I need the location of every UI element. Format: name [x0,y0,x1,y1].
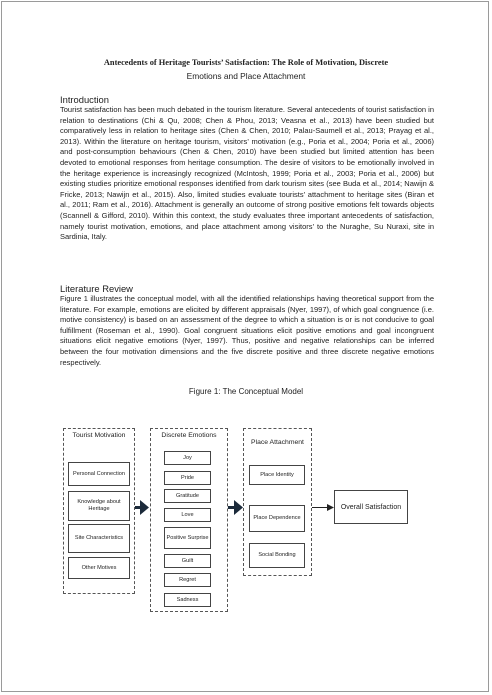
emotion-item-positive-surprise: Positive Surprise [164,527,211,549]
motivation-item-knowledge-about-heritage: Knowledge about Heritage [68,491,130,521]
attachment-item-social-bonding: Social Bonding [249,543,305,568]
emotion-item-joy: Joy [164,451,211,465]
emotion-item-sadness: Sadness [164,593,211,607]
overall-satisfaction-box: Overall Satisfaction [334,490,408,524]
paper-title-line1: Antecedents of Heritage Tourists’ Satisfaction: The Role of Motivation, Discrete [103,58,389,67]
arrow-attachment-to-satisfaction [312,504,334,511]
paper-title-line2: Emotions and Place Attachment [186,71,306,81]
motivation-item-personal-connection: Personal Connection [68,462,130,486]
motivation-item-other-motives: Other Motives [68,557,130,579]
emotion-item-love: Love [164,508,211,522]
introduction-paragraph: Tourist satisfaction has been much debated in the tourism literature. Several antecedents of tourist satisfaction in relation to destinations (Chi & Qu, 2008; Chen & Phou, 2013; Veasna et al., 2013) have been studied but comparatively less in relation to heritage sites (Chen & Chen, 2010; Palau-Saumell et al., 2013; Prayag et al., 2013). Within the literature on heritage tourism, visitors’ motivation (e.g., Poria et al., 2004; Poria et al., 2006) and post-consumption behaviours (Chen & Chen, 2010) have been studied but limited attention has been devoted to emotional responses from heritage consumption. The desire of visitors to be emotionally involved in the heritage experience is increasingly recognized (McIntosh, 1999; Poria et al., 2003; Poria et al., 2006) but existing studies prioritize emotional responses identified from dark tourism sites (see Buda et al., 2014; Nawijn & Fricke, 2013; Nawijn et al., 2015). Also, limited studies evaluate tourists’ attachment to heritage sites (Biran et al., 2011; Ram et al., 2016). Attachment is generally an outcome of strong positive emotions felt towards objects (Scannell & Gifford, 2010). Within this context, the study evaluates three important antecedents of satisfaction, namely tourist motivation, emotions, and place attachment among visitors’ to the Nuraghe, Su Nuraxi, site in Sardinia, Italy. [60,105,434,242]
figure-caption: Figure 1: The Conceptual Model [188,387,304,396]
section-heading-literature-review: Literature Review [60,283,133,294]
tourist-motivation-title: Tourist Motivation [72,432,126,439]
emotion-item-regret: Regret [164,573,211,587]
attachment-item-place-identity: Place Identity [249,465,305,485]
literature-review-paragraph: Figure 1 illustrates the conceptual model, with all the identified relationships having theoretical support from the literature. For example, emotions are elicited by different appraisals (Nyer, 1997), of which goal congruence (i.e. motive consistency) is based on an assessment of the degree to which a situation is or is not conducive to goal fulfillment (Roseman et al., 1990). Goal congruent situations elicit positive emotions and goal incongruent situations elicit negative emotions (Nyer, 1997). Thus, positive and negative relationships can be inferred between the four motivation dimensions and the five discrete positive and three discrete negative emotions respectively. [60,294,434,367]
attachment-item-place-dependence: Place Dependence [249,505,305,532]
motivation-item-site-characteristics: Site Characteristics [68,524,130,553]
discrete-emotions-title: Discrete Emotions [161,432,217,439]
section-heading-introduction: Introduction [60,94,109,105]
arrow-motivation-to-emotions [135,500,149,515]
emotion-item-gratitude: Gratitude [164,489,211,503]
place-attachment-title: Place Attachment [251,439,304,446]
emotion-item-pride: Pride [164,471,211,485]
arrow-emotions-to-attachment [228,500,243,515]
emotion-item-guilt: Guilt [164,554,211,568]
